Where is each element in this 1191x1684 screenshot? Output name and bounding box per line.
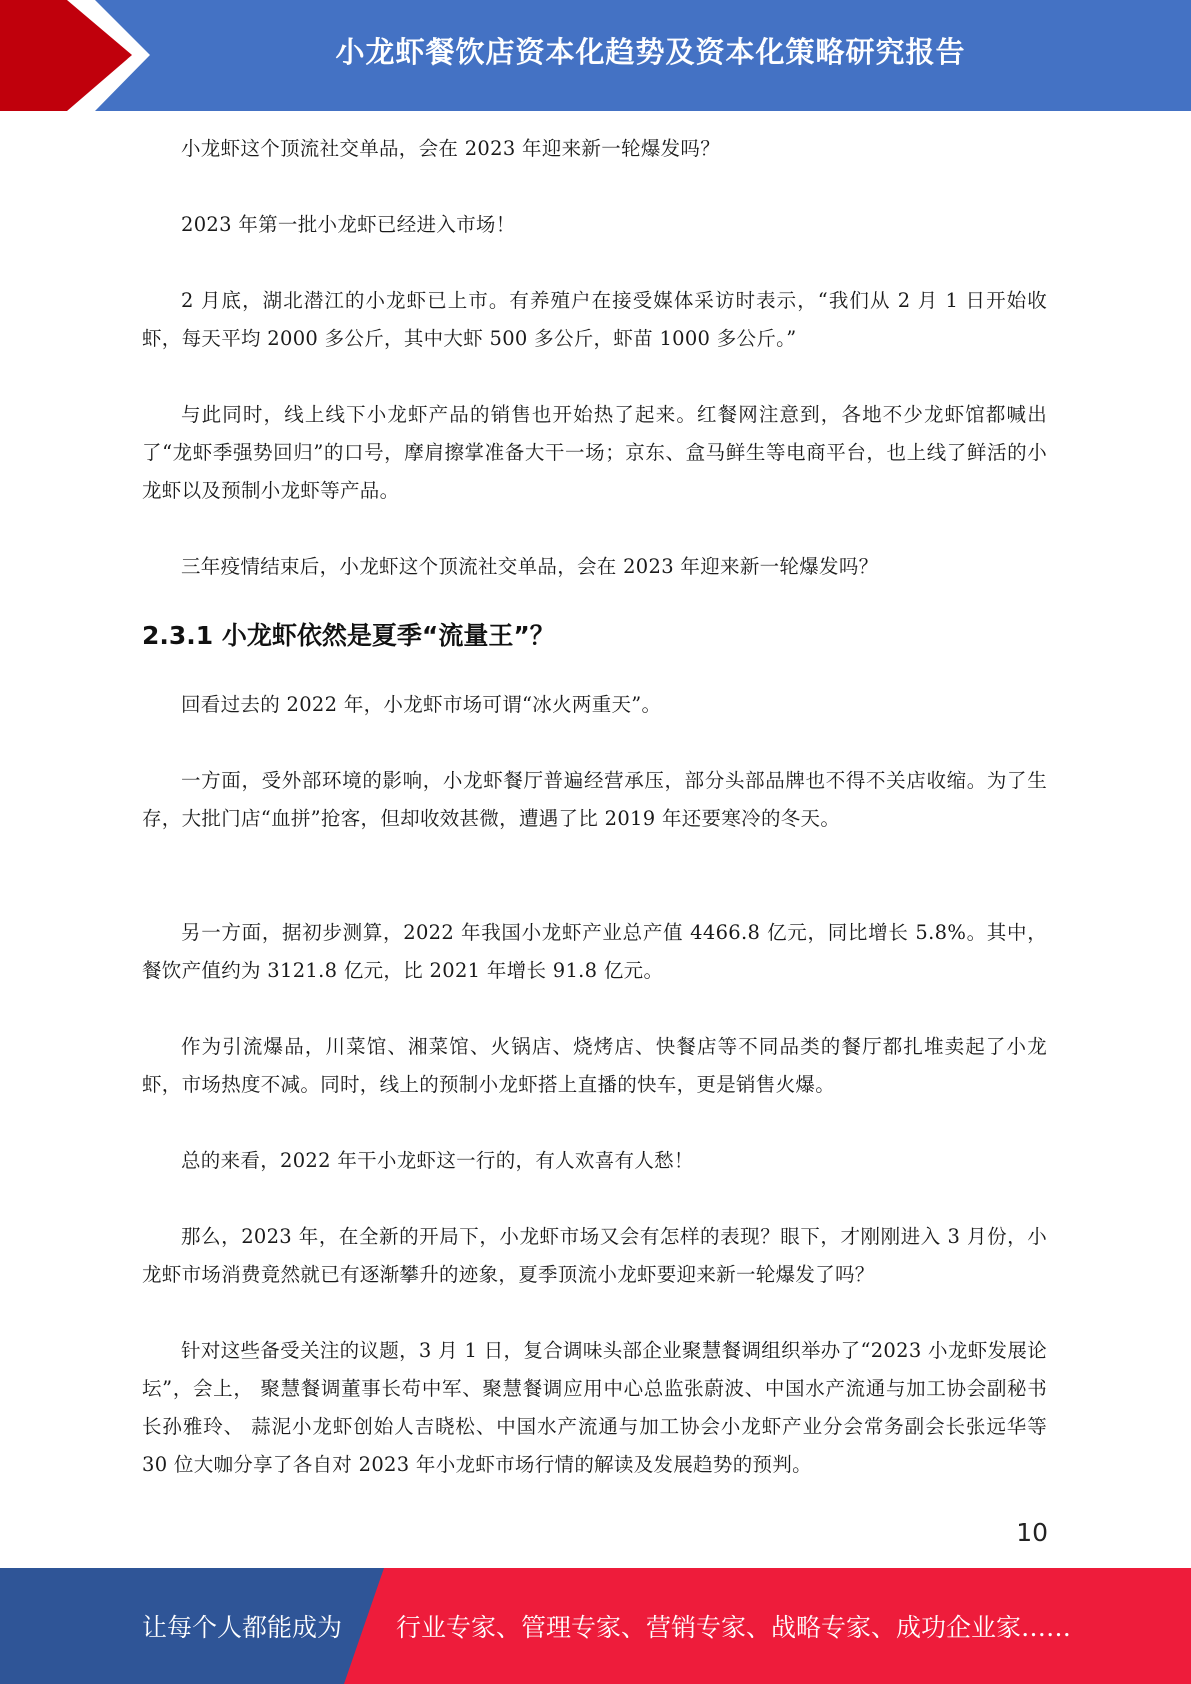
- page-number: 10: [1016, 1518, 1048, 1547]
- main-content: [142, 130, 1047, 1484]
- paragraph: 与此同时，线上线下小龙虾产品的销售也开始热了起来。红餐网注意到，各地不少龙虾馆都喊出了“龙虾季强势回归”的口号，摩肩擦掌准备大干一场；京东、盒马鲜生等电商平台，也上线了鲜活的小龙虾以及预制小龙虾等产品。: [142, 403, 1047, 502]
- paragraph: 2 月底，湖北潜江的小龙虾已上市。有养殖户在接受媒体采访时表示，“我们从 2 月 1 日开始收虾，每天平均 2000 多公斤，其中大虾 500 多公斤，虾苗 1000 多公斤。”: [142, 289, 1047, 350]
- paragraph: 作为引流爆品，川菜馆、湘菜馆、火锅店、烧烤店、快餐店等不同品类的餐厅都扎堆卖起了小龙虾，市场热度不减。同时，线上的预制小龙虾搭上直播的快车，更是销售火爆。: [142, 1035, 1047, 1096]
- paragraph: 那么，2023 年，在全新的开局下，小龙虾市场又会有怎样的表现？眼下，才刚刚进入 3 月份，小龙虾市场消费竟然就已有逐渐攀升的迹象，夏季顶流小龙虾要迎来新一轮爆发了吗？: [142, 1225, 1047, 1286]
- paragraph: 另一方面，据初步测算，2022 年我国小龙虾产业总产值 4466.8 亿元，同比增长 5.8%。其中，餐饮产值约为 3121.8 亿元，比 2021 年增长 91.8 亿元。: [142, 921, 1047, 982]
- section-heading: 2.3.1 小龙虾依然是夏季“流量王”？: [142, 621, 555, 650]
- paragraph: 一方面，受外部环境的影响，小龙虾餐厅普遍经营承压，部分头部品牌也不得不关店收缩。为了生存，大批门店“血拼”抢客，但却收效甚微，遭遇了比 2019 年还要寒冷的冬天。: [142, 769, 1047, 830]
- page-footer: [0, 1568, 1191, 1684]
- paragraph: 针对这些备受关注的议题，3 月 1 日，复合调味头部企业聚慧餐调组织举办了“2023 小龙虾发展论坛”，会上， 聚慧餐调董事长苟中军、聚慧餐调应用中心总监张蔚波、中国水产流通与加工协会副秘书长孙雅玲、 蒜泥小龙虾创始人吉晓松、中国水产流通与加工协会小龙虾产业分会常务副会长张远华等 30 位大咖分享了各自对 2023 年小龙虾市场行情的解读及发展趋势的预判。: [142, 1339, 1047, 1476]
- report-title: 小龙虾餐饮店资本化趋势及资本化策略研究报告: [335, 34, 966, 69]
- paragraph: 小龙虾这个顶流社交单品，会在 2023 年迎来新一轮爆发吗？: [181, 137, 721, 160]
- footer-slogan-left: 让每个人都能成为: [142, 1613, 343, 1642]
- footer-slogan-right: 行业专家、管理专家、营销专家、战略专家、成功企业家……: [396, 1613, 1072, 1642]
- red-arrow-icon: [0, 0, 160, 111]
- paragraph: 回看过去的 2022 年，小龙虾市场可谓“冰火两重天”。: [181, 693, 662, 716]
- paragraph: 三年疫情结束后，小龙虾这个顶流社交单品，会在 2023 年迎来新一轮爆发吗？: [181, 555, 879, 578]
- paragraph: 总的来看，2022 年干小龙虾这一行的，有人欢喜有人愁！: [181, 1149, 694, 1172]
- paragraph: 2023 年第一批小龙虾已经进入市场！: [181, 213, 516, 236]
- page-header: [0, 0, 1191, 111]
